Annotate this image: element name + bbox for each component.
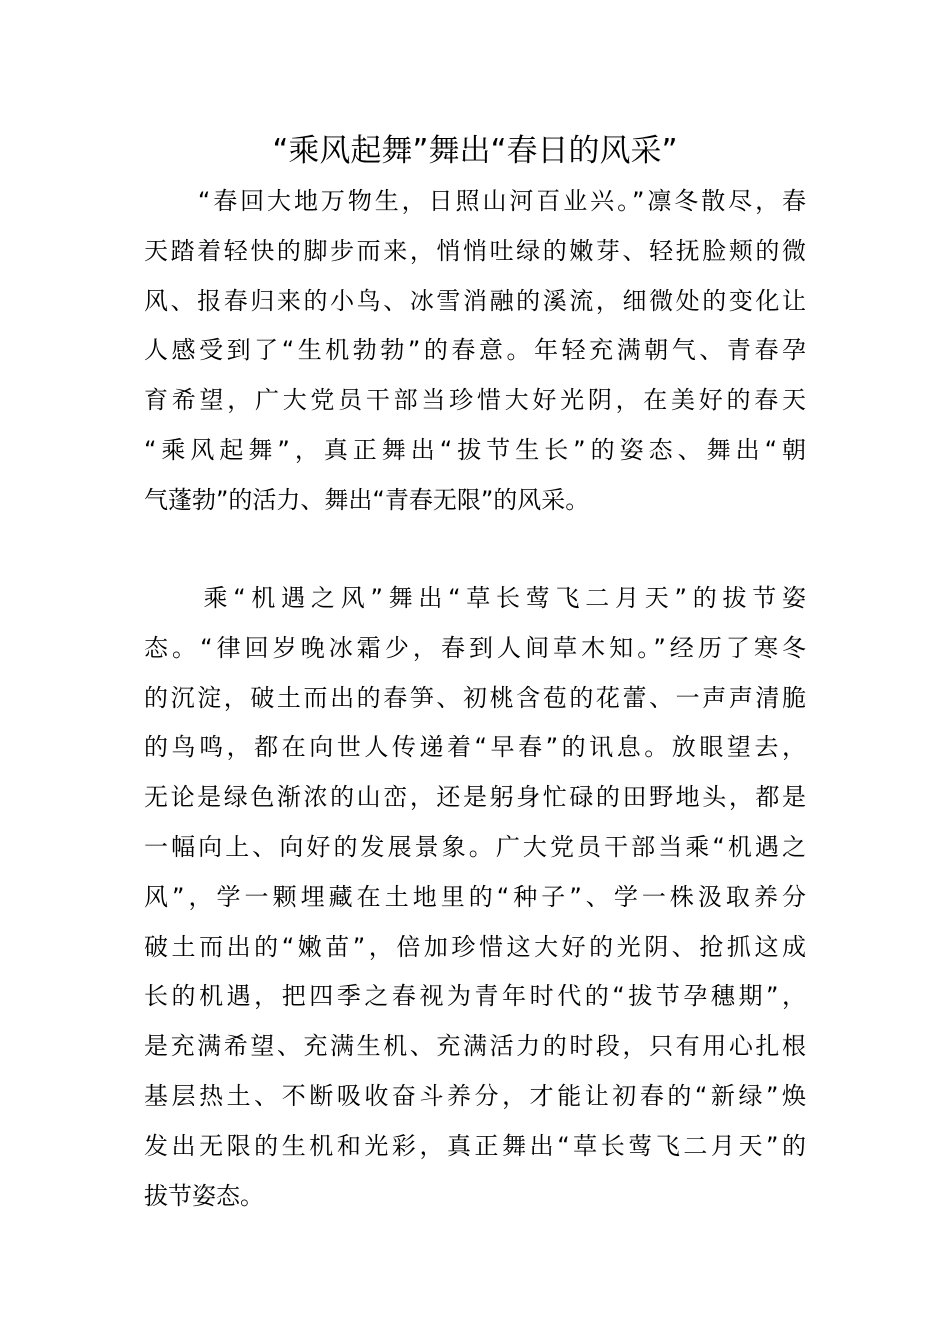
paragraph-line: 拔节姿态。 [144,1181,264,1210]
paragraph-line: 育希望，广大党员干部当珍惜大好光阴，在美好的春天 [144,386,806,415]
paragraph-line: 无论是绿色渐浓的山峦，还是躬身忙碌的田野地头，都是 [144,783,806,812]
paragraph-line: 长的机遇，把四季之春视为青年时代的“拔节孕穗期”， [144,982,806,1011]
paragraph-line: 一幅向上、向好的发展景象。广大党员干部当乘“机遇之 [144,832,806,861]
paragraph-line: 基层热土、不断吸收奋斗养分，才能让初春的“新绿”焕 [144,1081,806,1110]
document-title: “乘风起舞”舞出“春日的风采” [272,133,678,169]
paragraph-line: 人感受到了“生机勃勃”的春意。年轻充满朝气、青春孕 [144,336,806,365]
paragraph-line: “春回大地万物生，日照山河百业兴。”凛冬散尽，春 [144,187,806,215]
paragraph-line: 破土而出的“嫩苗”，倍加珍惜这大好的光阴、抢抓这成 [144,932,806,961]
paragraph-line: 态。“律回岁晚冰霜少，春到人间草木知。”经历了寒冬 [144,633,806,662]
paragraph-line: “乘风起舞”，真正舞出“拔节生长”的姿态、舞出“朝 [144,435,806,464]
paragraph-line: 天踏着轻快的脚步而来，悄悄吐绿的嫩芽、轻抚脸颊的微 [144,236,806,265]
paragraph-line: 发出无限的生机和光彩，真正舞出“草长莺飞二月天”的 [144,1131,806,1160]
paragraph-line: 的沉淀，破土而出的春笋、初桃含苞的花蕾、一声声清脆 [144,683,806,712]
paragraph-line: 气蓬勃”的活力、舞出“青春无限”的风采。 [144,485,590,514]
paragraph-line: 乘“机遇之风”舞出“草长莺飞二月天”的拔节姿 [144,584,806,612]
paragraph-line: 是充满希望、充满生机、充满活力的时段，只有用心扎根 [144,1032,806,1061]
paragraph-line: 风、报春归来的小鸟、冰雪消融的溪流，细微处的变化让 [144,286,806,315]
paragraph-line: 风”，学一颗埋藏在土地里的“种子”、学一株汲取养分 [144,882,806,911]
paragraph-line: 的鸟鸣，都在向世人传递着“早春”的讯息。放眼望去， [144,733,806,762]
paragraph-1 [144,177,806,526]
paragraph-2 [144,574,806,1221]
